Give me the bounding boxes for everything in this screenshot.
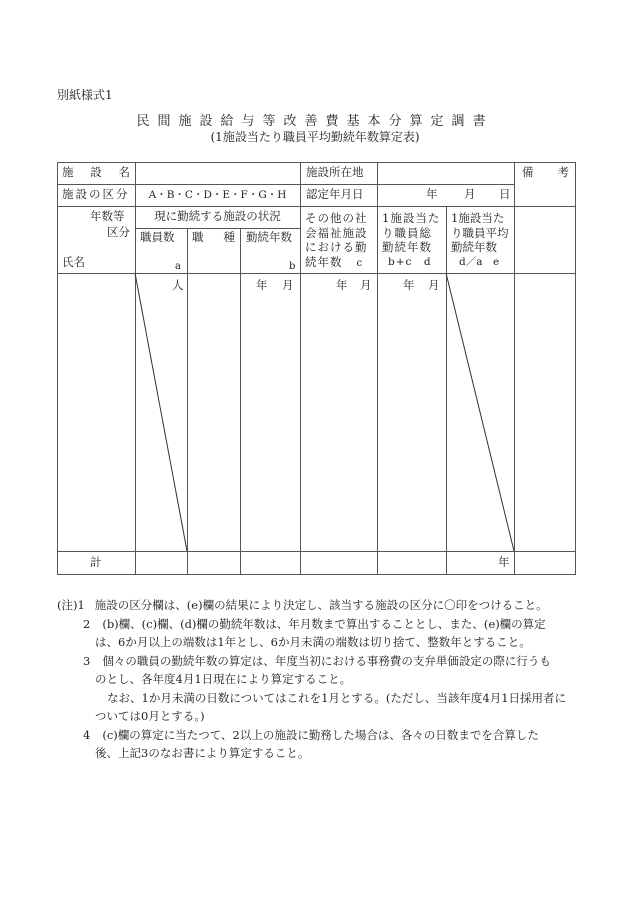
total-label: 計 xyxy=(90,555,102,569)
current-facility-group-header: 現に勤続する施設の状況 xyxy=(154,209,281,223)
note-3: 3 個々の職員の勤続年数の算定は、年度当初における事務費の支弁単価設定の際に行うも xyxy=(83,653,551,668)
staff-name-entries[interactable] xyxy=(58,274,135,551)
note-2: 2 (b)欄、(c)欄、(d)欄の勤続年数は、年月数まで算出することとし、また、(e)欄の算定 xyxy=(83,616,546,631)
date-month-unit: 月 xyxy=(464,187,476,201)
note-4-continued: 後、上記3のなお書により算定すること。 xyxy=(95,746,310,760)
form-id: 別紙様式1 xyxy=(57,88,113,102)
col-service-years-code: b xyxy=(289,261,296,272)
note-3-continued: のとし、各年度4月1日現在により算定すること。 xyxy=(95,672,352,686)
col-other-facility: その他の社 会福祉施設 における勤 続年数 c xyxy=(305,211,368,269)
header-name-label: 氏名 xyxy=(62,255,85,269)
unit-year-c: 年 xyxy=(336,278,348,292)
header-years-label: 年数等 xyxy=(90,209,125,223)
date-year-unit: 年 xyxy=(426,187,438,201)
unit-year-b: 年 xyxy=(256,278,268,292)
document-title: 民間施設給与等改善費基本分算定調書 xyxy=(136,114,494,129)
remarks-label: 備 考 xyxy=(522,165,569,179)
col-staff-count-code: a xyxy=(175,261,181,272)
col-service-years: 勤続年数 xyxy=(246,230,292,244)
col-total-service: 1施設当た り職員総 勤続年数 b+c d xyxy=(382,211,441,268)
unit-month-c: 月 xyxy=(360,278,372,292)
header-category-label: 区分 xyxy=(107,225,130,239)
note-3-extra: なお、1か月未満の日数についてはこれを1月とする。(ただし、当該年度4月1日採用者に xyxy=(107,690,567,705)
col-staff-count: 職員数 xyxy=(140,230,175,244)
facility-category-label: 施設の区分 xyxy=(62,187,130,201)
notes-section xyxy=(57,596,577,763)
facility-name-label: 施 設 名 xyxy=(62,165,130,179)
document-subtitle: (1施設当たり職員平均勤続年数算定表) xyxy=(210,130,420,144)
date-day-unit: 日 xyxy=(499,187,511,201)
total-year-unit: 年 xyxy=(498,555,510,569)
note-1: (注)1 施設の区分欄は、(e)欄の結果により決定し、該当する施設の区分に〇印をつけること。 xyxy=(57,598,548,612)
facility-category-options[interactable]: A・B・C・D・E・F・G・H xyxy=(148,189,287,201)
note-3-extra-continued: ついては0月とする。) xyxy=(95,709,205,723)
col-average-service: 1施設当た り職員平均 勤続年数 d／a e xyxy=(451,211,509,268)
note-2-continued: は、6か月以上の端数は1年とし、6か月未満の端数は切り捨て、整数年とすること。 xyxy=(95,635,531,649)
unit-year-d: 年 xyxy=(403,278,415,292)
facility-location-label: 施設所在地 xyxy=(306,165,364,179)
unit-person: 人 xyxy=(172,278,184,292)
certification-date-label: 認定年月日 xyxy=(306,187,364,201)
unit-month-d: 月 xyxy=(428,278,440,292)
col-job-type: 職 種 xyxy=(192,230,235,244)
note-4: 4 (c)欄の算定に当たつて、2以上の施設に勤務した場合は、各々の日数までを合算した xyxy=(83,727,539,742)
unit-month-b: 月 xyxy=(282,278,294,292)
